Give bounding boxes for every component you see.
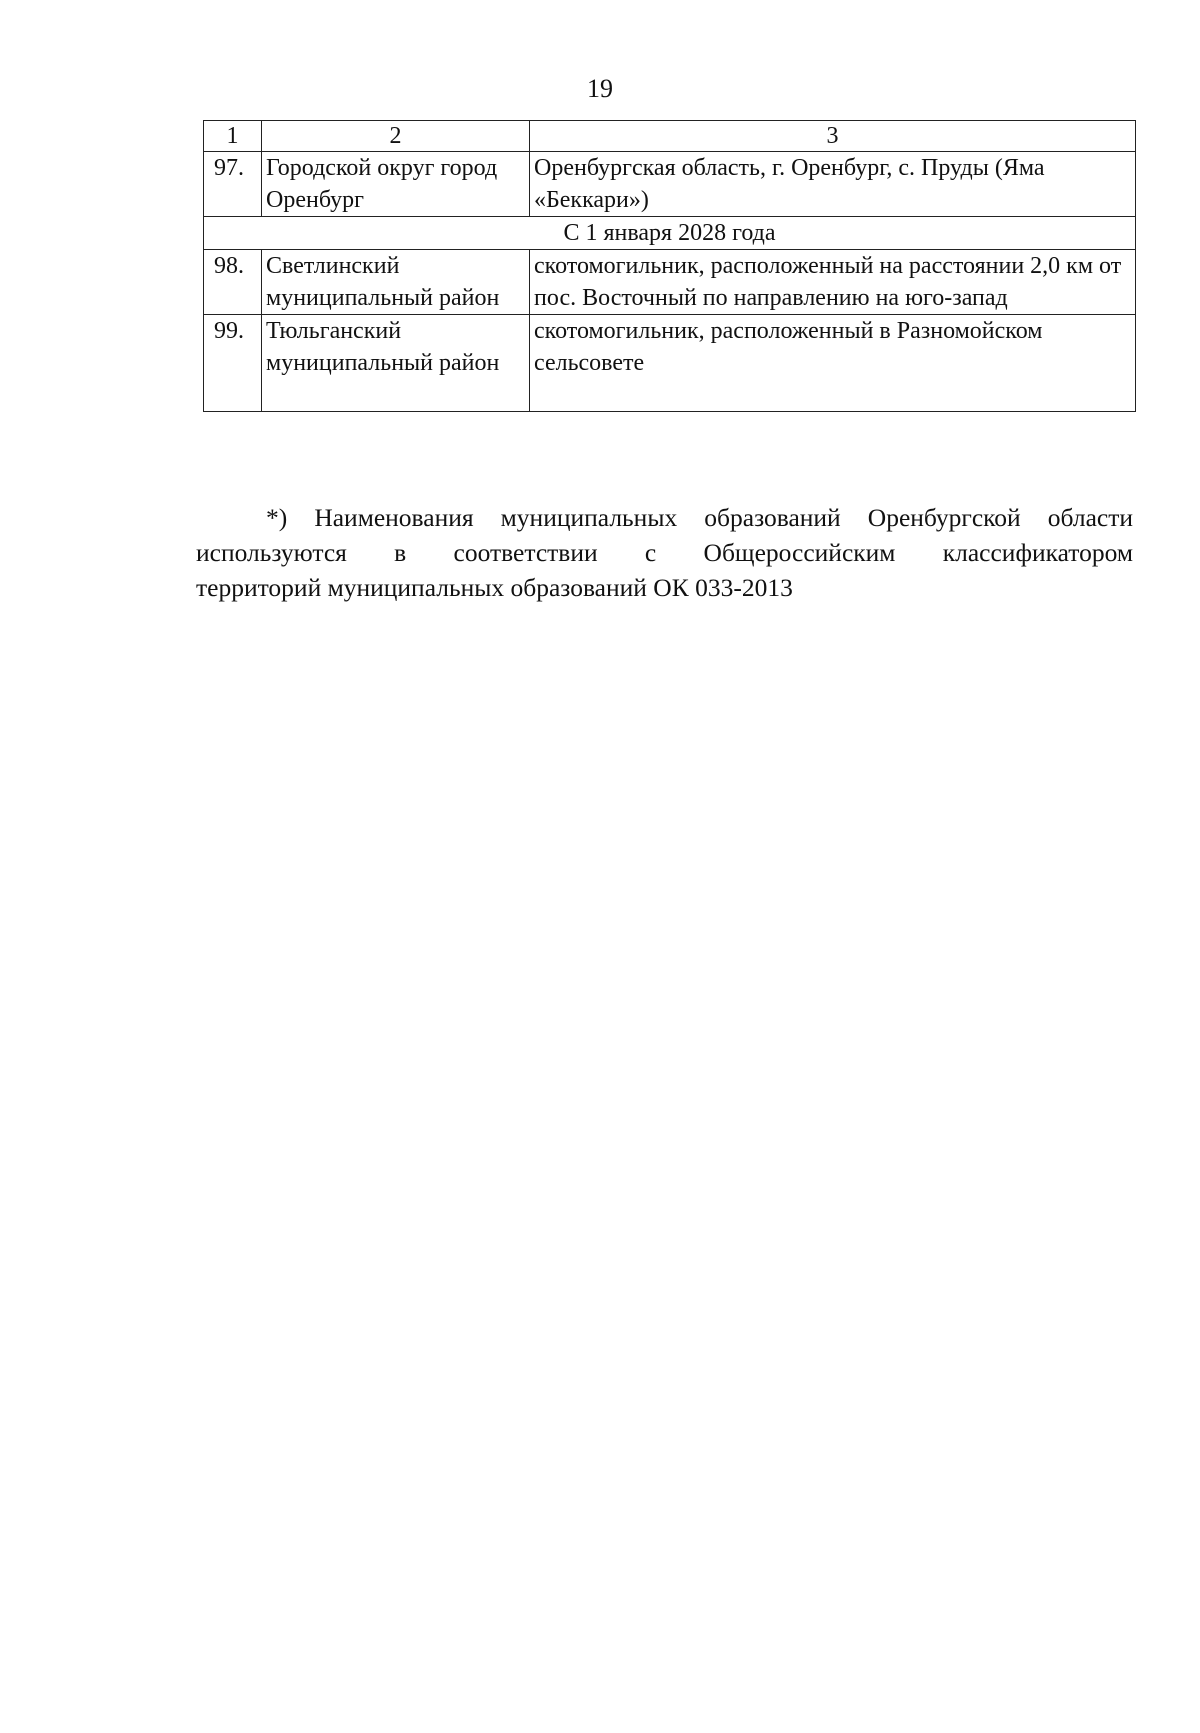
location-cell: скотомогильник, расположенный на расстоянии 2,0 км от пос. Восточный по направлению на юго-запад: [530, 250, 1136, 315]
table-row: [204, 250, 1136, 315]
table-row: [204, 315, 1136, 412]
location-cell: Оренбургская область, г. Оренбург, с. Пруды (Яма «Беккари»): [530, 152, 1136, 217]
table-header-row: [204, 121, 1136, 152]
column-header-2: 2: [262, 121, 530, 152]
footnote: [196, 500, 1133, 605]
section-title: С 1 января 2028 года: [204, 217, 1136, 250]
column-header-1: 1: [204, 121, 262, 152]
section-row: [204, 217, 1136, 250]
footnote-line: *) Наименования муниципальных образований Оренбургской области: [266, 503, 1133, 532]
municipality-cell: Светлинский муниципальный район: [262, 250, 530, 315]
table-row: [204, 152, 1136, 217]
row-number: 97.: [204, 152, 262, 217]
row-number: 99.: [204, 315, 262, 412]
document-table: [203, 120, 1136, 412]
municipality-cell: Городской округ город Оренбург: [262, 152, 530, 217]
page-number: 19: [587, 74, 613, 103]
location-cell: скотомогильник, расположенный в Разномойском сельсовете: [530, 315, 1136, 412]
footnote-line: территорий муниципальных образований ОК 033-2013: [196, 573, 793, 602]
row-number: 98.: [204, 250, 262, 315]
municipality-cell: Тюльганский муниципальный район: [262, 315, 530, 412]
footnote-line: используются в соответствии с Общероссийским классификатором: [196, 538, 1133, 567]
column-header-3: 3: [530, 121, 1136, 152]
